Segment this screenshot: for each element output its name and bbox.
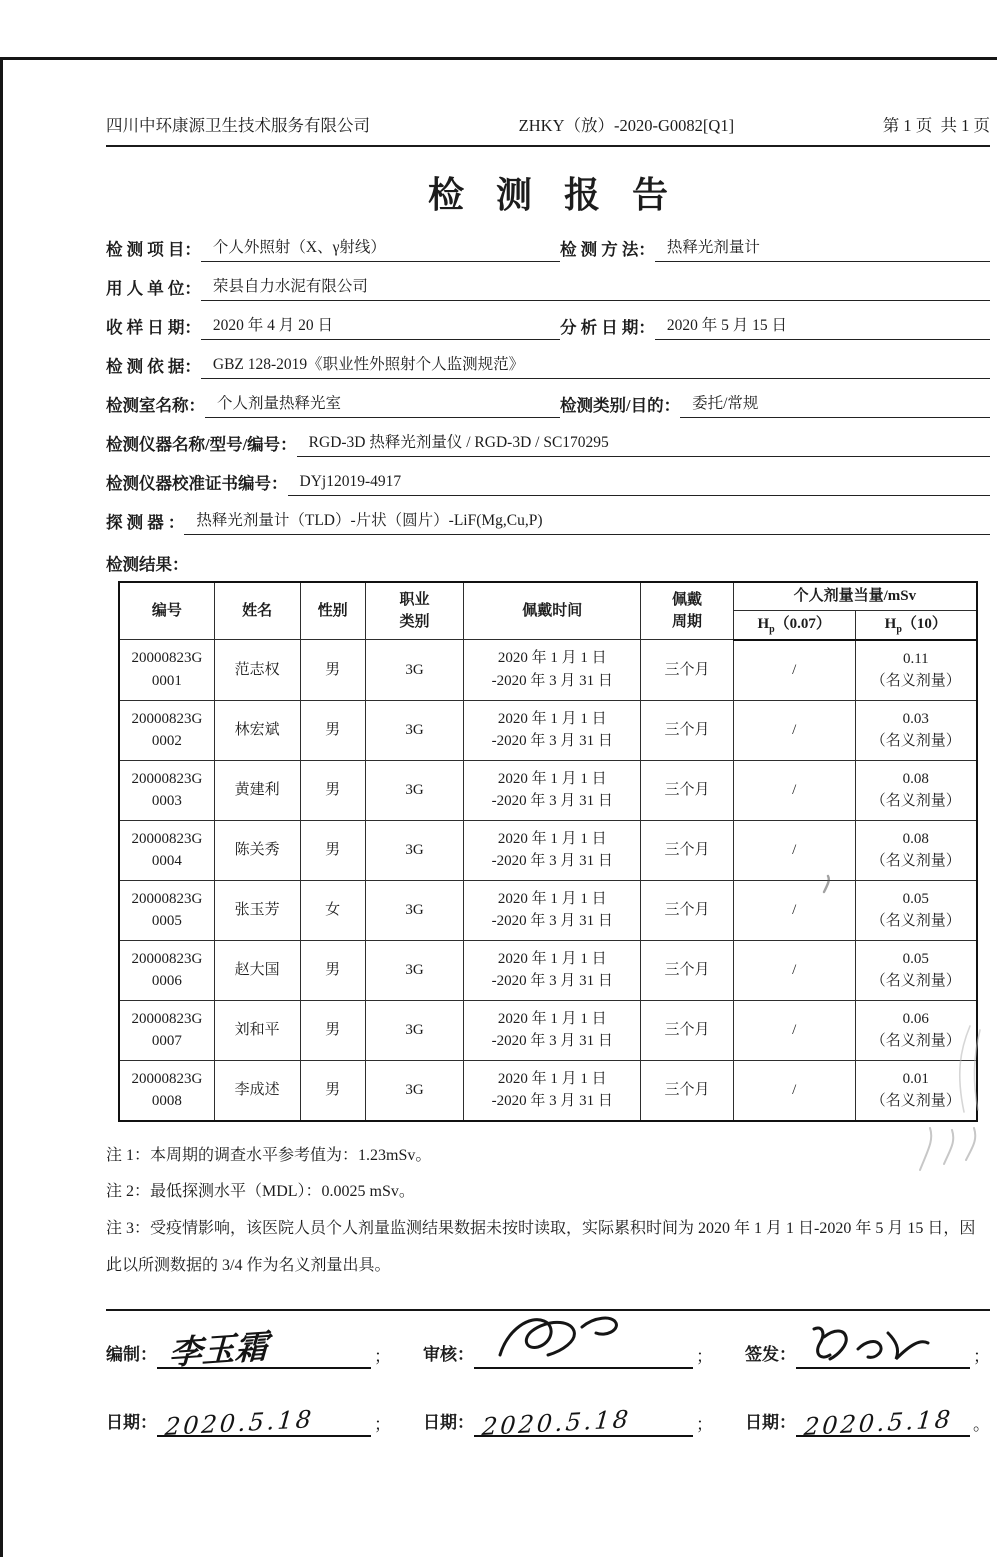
field-label: 检测仪器名称/型号/编号： xyxy=(106,435,297,454)
col-header-dose-group: 个人剂量当量/mSv xyxy=(733,582,977,610)
prepared-by-signature: 李玉霜 xyxy=(168,1326,269,1373)
issued-date-label: 日期： xyxy=(745,1412,796,1432)
reviewed-by-label: 审核： xyxy=(423,1344,474,1364)
table-row xyxy=(119,1060,977,1121)
cell-hp007: / xyxy=(733,640,855,701)
field-value: 热释光剂量计 xyxy=(655,235,990,262)
field-label: 分 析 日 期： xyxy=(560,318,655,337)
reviewed-date-label: 日期： xyxy=(423,1412,474,1432)
scan-artifact-marks xyxy=(900,1110,990,1200)
cell-job: 3G xyxy=(365,640,464,701)
cell-id: 20000823G 0006 xyxy=(119,940,214,1000)
reviewed-by-signature-scribble xyxy=(478,1311,628,1373)
cell-id: 20000823G 0002 xyxy=(119,700,214,760)
field-label: 检测室名称： xyxy=(106,396,205,415)
cell-name: 赵大国 xyxy=(214,940,300,1000)
field-value: 个人外照射（X、γ射线） xyxy=(201,235,560,262)
scan-edge-top xyxy=(0,57,997,60)
scan-artifact-streak xyxy=(930,1020,990,1120)
report-fields xyxy=(106,232,990,535)
col-header-name: 姓名 xyxy=(214,582,300,640)
cell-job: 3G xyxy=(365,760,464,820)
field-value: 委托/常规 xyxy=(680,391,990,418)
cell-id: 20000823G 0005 xyxy=(119,880,214,940)
cell-sex: 男 xyxy=(300,640,365,701)
field-row xyxy=(106,505,990,535)
cell-sex: 男 xyxy=(300,1060,365,1121)
cell-hp10: 0.06 （名义剂量） xyxy=(855,1000,977,1060)
cell-period: 2020 年 1 月 1 日 -2020 年 3 月 31 日 xyxy=(464,820,641,880)
field-row xyxy=(106,388,990,418)
col-header-hp007: $H_p(0.07)$ xyxy=(733,610,855,640)
col-header-wear-time: 佩戴时间 xyxy=(464,582,641,640)
field-row xyxy=(106,349,990,379)
cell-hp007: / xyxy=(733,1000,855,1060)
cell-period: 2020 年 1 月 1 日 -2020 年 3 月 31 日 xyxy=(464,700,641,760)
field-row xyxy=(106,271,990,301)
field-value: GBZ 128-2019《职业性外照射个人监测规范》 xyxy=(201,352,990,379)
prepared-date-label: 日期： xyxy=(106,1412,157,1432)
field-label: 检 测 依 据： xyxy=(106,357,201,376)
cell-cycle: 三个月 xyxy=(641,640,734,701)
cell-cycle: 三个月 xyxy=(641,880,734,940)
field-label: 检 测 方 法： xyxy=(560,240,655,259)
report-page xyxy=(106,112,990,1463)
col-header-hp10: $H_p(10)$ xyxy=(855,610,977,640)
reviewed-date-value: 2020.5.18 xyxy=(480,1404,633,1441)
field-row xyxy=(106,427,990,457)
field-value: DYj12019-4917 xyxy=(288,473,991,496)
prepared-by-column: 编制： 李玉霜 ； 日期： 2020.5.18 ； xyxy=(106,1327,391,1463)
col-header-job: 职业 类别 xyxy=(365,582,464,640)
page-header xyxy=(106,112,990,147)
field-value: 2020 年 4 月 20 日 xyxy=(201,313,560,340)
note-3: 注 3：受疫情影响，该医院人员个人剂量监测结果数据未按时读取，实际累积时间为 2020 年 1 月 1 日-2020 年 5 月 15 日，因此以所测数据的 3/4 作为名义剂量出具。 xyxy=(106,1220,976,1274)
scan-edge-left xyxy=(0,57,3,1557)
cell-period: 2020 年 1 月 1 日 -2020 年 3 月 31 日 xyxy=(464,640,641,701)
results-section-label: 检测结果： xyxy=(106,555,189,574)
cell-name: 陈关秀 xyxy=(214,820,300,880)
table-row xyxy=(119,760,977,820)
note-2: 注 2：最低探测水平（MDL）：0.0025 mSv。 xyxy=(106,1183,415,1201)
cell-id: 20000823G 0001 xyxy=(119,640,214,701)
cell-cycle: 三个月 xyxy=(641,940,734,1000)
reviewed-by-column: 审核： ； 日期： 2020.5.18 ； xyxy=(423,1327,713,1463)
cell-period: 2020 年 1 月 1 日 -2020 年 3 月 31 日 xyxy=(464,880,641,940)
cell-job: 3G xyxy=(365,820,464,880)
prepared-date-value: 2020.5.18 xyxy=(163,1404,316,1441)
field-value: 荣县自力水泥有限公司 xyxy=(201,274,990,301)
field-value: RGD-3D 热释光剂量仪 / RGD-3D / SC170295 xyxy=(297,430,990,457)
cell-name: 刘和平 xyxy=(214,1000,300,1060)
issued-by-signature-scribble xyxy=(800,1315,940,1373)
cell-hp10: 0.05 （名义剂量） xyxy=(855,880,977,940)
cell-period: 2020 年 1 月 1 日 -2020 年 3 月 31 日 xyxy=(464,1000,641,1060)
field-value: 2020 年 5 月 15 日 xyxy=(655,313,990,340)
signature-section xyxy=(106,1309,990,1463)
document-number: ZHKY（放）-2020-G0082[Q1] xyxy=(518,116,735,135)
cell-id: 20000823G 0004 xyxy=(119,820,214,880)
issued-date-value: 2020.5.18 xyxy=(802,1404,955,1441)
col-header-cycle: 佩戴 周期 xyxy=(641,582,734,640)
issued-by-column: 签发： ； 日期： 2020.5.18 。 xyxy=(745,1327,990,1463)
field-row xyxy=(106,232,990,262)
cell-sex: 男 xyxy=(300,940,365,1000)
cell-sex: 男 xyxy=(300,760,365,820)
company-name: 四川中环康源卫生技术服务有限公司 xyxy=(106,116,370,135)
cell-job: 3G xyxy=(365,1000,464,1060)
field-label: 检 测 项 目： xyxy=(106,240,201,259)
field-value: 热释光剂量计（TLD）-片状（圆片）-LiF(Mg,Cu,P) xyxy=(184,508,990,535)
cell-hp10: 0.08 （名义剂量） xyxy=(855,760,977,820)
field-label: 收 样 日 期： xyxy=(106,318,201,337)
scan-artifact-dot xyxy=(812,870,842,900)
results-table xyxy=(118,581,978,1122)
prepared-by-label: 编制： xyxy=(106,1344,157,1364)
cell-hp10: 0.11 （名义剂量） xyxy=(855,640,977,701)
field-row xyxy=(106,310,990,340)
issued-by-label: 签发： xyxy=(745,1344,796,1364)
report-title: 检测报告 xyxy=(427,175,700,215)
col-header-sex: 性别 xyxy=(300,582,365,640)
table-row xyxy=(119,700,977,760)
field-label: 用 人 单 位： xyxy=(106,279,201,298)
table-row xyxy=(119,1000,977,1060)
prepared-by-signature-line xyxy=(157,1326,371,1373)
table-row xyxy=(119,820,977,880)
issued-date-line xyxy=(796,1395,970,1441)
cell-period: 2020 年 1 月 1 日 -2020 年 3 月 31 日 xyxy=(464,760,641,820)
report-notes xyxy=(106,1138,990,1285)
cell-period: 2020 年 1 月 1 日 -2020 年 3 月 31 日 xyxy=(464,1060,641,1121)
cell-name: 黄建利 xyxy=(214,760,300,820)
cell-hp007: / xyxy=(733,940,855,1000)
col-header-id: 编号 xyxy=(119,582,214,640)
cell-job: 3G xyxy=(365,700,464,760)
cell-sex: 男 xyxy=(300,700,365,760)
cell-job: 3G xyxy=(365,880,464,940)
cell-job: 3G xyxy=(365,940,464,1000)
cell-hp10: 0.03 （名义剂量） xyxy=(855,700,977,760)
reviewed-by-signature-line xyxy=(474,1327,693,1369)
cell-hp10: 0.01 （名义剂量） xyxy=(855,1060,977,1121)
cell-cycle: 三个月 xyxy=(641,1060,734,1121)
cell-cycle: 三个月 xyxy=(641,760,734,820)
field-label: 探 测 器 ： xyxy=(106,513,185,532)
cell-id: 20000823G 0008 xyxy=(119,1060,214,1121)
page-number: 第 1 页 共 1 页 xyxy=(882,116,990,135)
cell-name: 范志权 xyxy=(214,640,300,701)
cell-hp10: 0.05 （名义剂量） xyxy=(855,940,977,1000)
cell-name: 张玉芳 xyxy=(214,880,300,940)
cell-sex: 男 xyxy=(300,820,365,880)
cell-hp007: / xyxy=(733,820,855,880)
field-row xyxy=(106,466,990,496)
reviewed-date-line xyxy=(474,1395,693,1441)
cell-job: 3G xyxy=(365,1060,464,1121)
cell-cycle: 三个月 xyxy=(641,700,734,760)
cell-sex: 女 xyxy=(300,880,365,940)
table-row xyxy=(119,940,977,1000)
cell-id: 20000823G 0003 xyxy=(119,760,214,820)
cell-hp007: / xyxy=(733,880,855,940)
cell-name: 李成述 xyxy=(214,1060,300,1121)
note-1: 注 1：本周期的调查水平参考值为：1.23mSv。 xyxy=(106,1146,432,1164)
prepared-date-line xyxy=(157,1395,371,1441)
cell-name: 林宏斌 xyxy=(214,700,300,760)
cell-cycle: 三个月 xyxy=(641,1000,734,1060)
issued-by-signature-line xyxy=(796,1327,970,1369)
cell-sex: 男 xyxy=(300,1000,365,1060)
field-label: 检测仪器校准证书编号： xyxy=(106,474,288,493)
table-row xyxy=(119,640,977,701)
cell-hp10: 0.08 （名义剂量） xyxy=(855,820,977,880)
field-label: 检测类别/目的： xyxy=(560,396,681,415)
cell-id: 20000823G 0007 xyxy=(119,1000,214,1060)
cell-hp007: / xyxy=(733,760,855,820)
cell-hp007: / xyxy=(733,700,855,760)
cell-period: 2020 年 1 月 1 日 -2020 年 3 月 31 日 xyxy=(464,940,641,1000)
cell-cycle: 三个月 xyxy=(641,820,734,880)
field-value: 个人剂量热释光室 xyxy=(205,391,560,418)
table-row xyxy=(119,880,977,940)
cell-hp007: / xyxy=(733,1060,855,1121)
